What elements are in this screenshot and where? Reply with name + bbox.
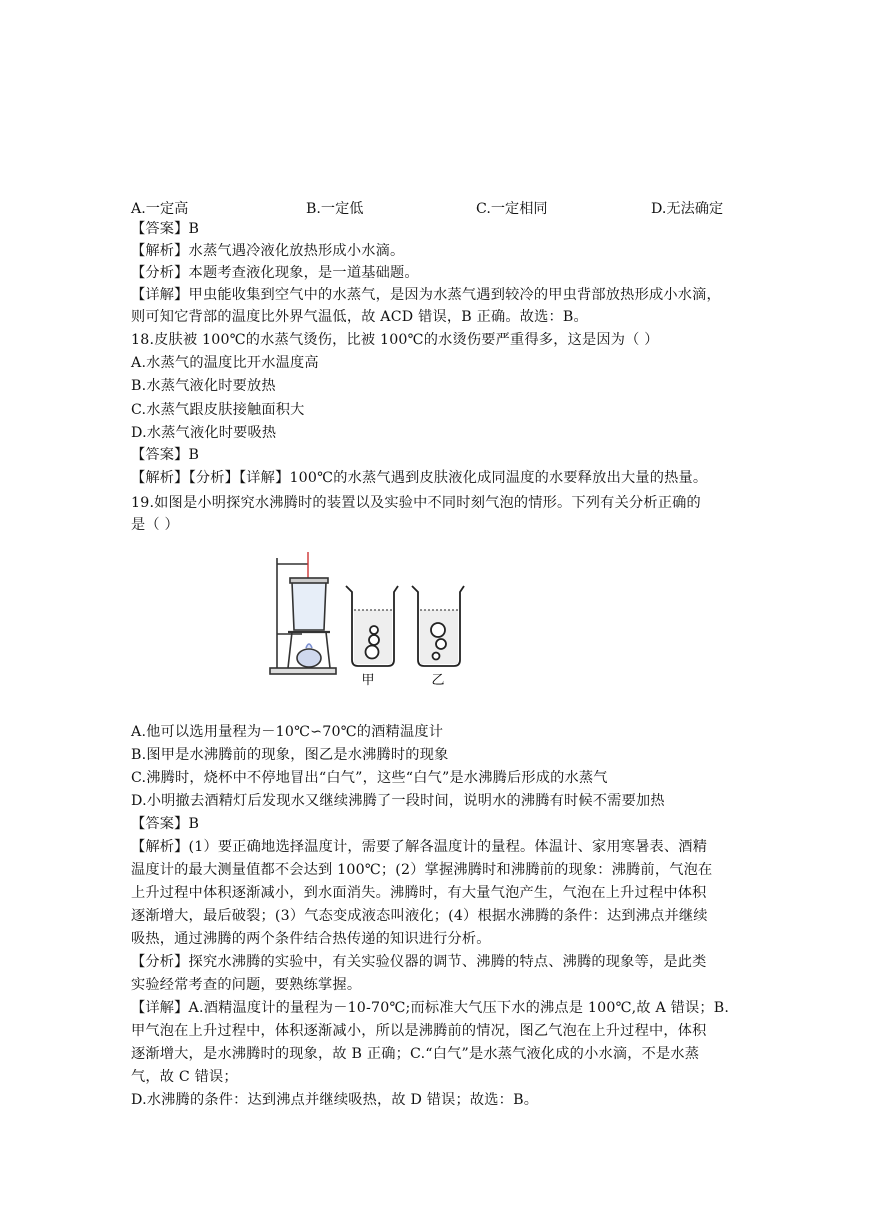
q19-detail-line-3: 逐渐增大，是水沸腾时的现象，故 B 正确；C.“白气”是水蒸气液化成的小水滴，不是水蒸	[131, 1046, 700, 1062]
q19-analysis-line-2: 温度计的最大测量值都不会达到 100℃；(2）掌握沸腾时和沸腾前的现象：沸腾前，气泡在	[131, 862, 713, 878]
q19-stem-line-1: 19.如图是小明探究水沸腾时的装置以及实验中不同时刻气泡的情形。下列有关分析正确的	[131, 495, 701, 511]
q17-review: 【分析】本题考查液化现象，是一道基础题。	[131, 265, 419, 281]
q17-analysis: 【解析】水蒸气遇冷液化放热形成小水滴。	[131, 243, 405, 259]
q19-detail-line-5: D.水沸腾的条件：达到沸点并继续吸热，故 D 错误；故选：B。	[131, 1092, 539, 1108]
q19-option-b: B.图甲是水沸腾前的现象，图乙是水沸腾时的现象	[131, 747, 449, 763]
q19-analysis-line-1: 【解析】(1）要正确地选择温度计，需要了解各温度计的量程。体温计、家用寒暑表、酒精	[131, 839, 708, 855]
q19-option-c: C.沸腾时，烧杯中不停地冒出“白气”，这些“白气”是水沸腾后形成的水蒸气	[131, 770, 608, 786]
q18-explanation: 【解析】【分析】【详解】100℃的水蒸气遇到皮肤液化成同温度的水要释放出大量的热量。	[131, 470, 708, 486]
beaker-jia	[346, 586, 398, 666]
q17-answer: 【答案】B	[131, 221, 200, 237]
q18-option-c: C.水蒸气跟皮肤接触面积大	[131, 402, 305, 418]
boiling-experiment-figure	[268, 552, 480, 686]
q19-stem-line-2: 是（ ）	[131, 517, 179, 533]
q19-detail-line-1: 【详解】A.酒精温度计的量程为－10-70℃;而标准大气压下水的沸点是 100℃,故 A 错误；B.	[131, 1000, 730, 1016]
q19-answer: 【答案】B	[131, 816, 200, 832]
q19-detail-line-4: 气，故 C 错误；	[131, 1069, 238, 1085]
q17-detail-line-2: 则可知它背部的温度比外界气温低，故 ACD 错误，B 正确。故选：B。	[131, 309, 588, 325]
q17-detail-line-1: 【详解】甲虫能收集到空气中的水蒸气，是因为水蒸气遇到较冷的甲虫背部放热形成小水滴，	[131, 287, 721, 303]
q18-option-a: A.水蒸气的温度比开水温度高	[131, 355, 319, 371]
q19-option-d: D.小明撤去酒精灯后发现水又继续沸腾了一段时间，说明水的沸腾有时候不需要加热	[131, 793, 665, 809]
beaker-label-jia: 甲	[361, 673, 375, 686]
q17-option-d: D.无法确定	[651, 201, 724, 217]
q18-stem: 18.皮肤被 100℃的水蒸气烫伤，比被 100℃的水烫伤要严重得多，这是因为（ ）	[131, 332, 659, 348]
q19-analysis-line-5: 吸热，通过沸腾的两个条件结合热传递的知识进行分析。	[131, 931, 491, 947]
q18-answer: 【答案】B	[131, 447, 200, 463]
beaker-yi	[412, 586, 464, 666]
q19-review-line-1: 【分析】探究水沸腾的实验中，有关实验仪器的调节、沸腾的特点、沸腾的现象等，是此类	[131, 954, 707, 970]
q19-option-a: A.他可以选用量程为－10℃∽70℃的酒精温度计	[131, 724, 444, 740]
q17-option-a: A.一定高	[131, 201, 189, 217]
apparatus-drawing	[270, 552, 336, 674]
q17-option-b: B.一定低	[306, 201, 364, 217]
q17-option-c: C.一定相同	[476, 201, 548, 217]
q19-review-line-2: 实验经常考查的问题，要熟练掌握。	[131, 977, 362, 993]
q19-detail-line-2: 甲气泡在上升过程中，体积逐渐减小，所以是沸腾前的情况，图乙气泡在上升过程中，体积	[131, 1023, 707, 1039]
q18-option-d: D.水蒸气液化时要吸热	[131, 425, 277, 441]
beaker-label-yi: 乙	[431, 673, 445, 686]
q19-analysis-line-3: 上升过程中体积逐渐减小，到水面消失。沸腾时，有大量气泡产生，气泡在上升过程中体积	[131, 885, 707, 901]
q18-option-b: B.水蒸气液化时要放热	[131, 378, 276, 394]
q19-analysis-line-4: 逐渐增大，最后破裂；(3）气态变成液态叫液化；(4）根据水沸腾的条件：达到沸点并继续	[131, 908, 708, 924]
